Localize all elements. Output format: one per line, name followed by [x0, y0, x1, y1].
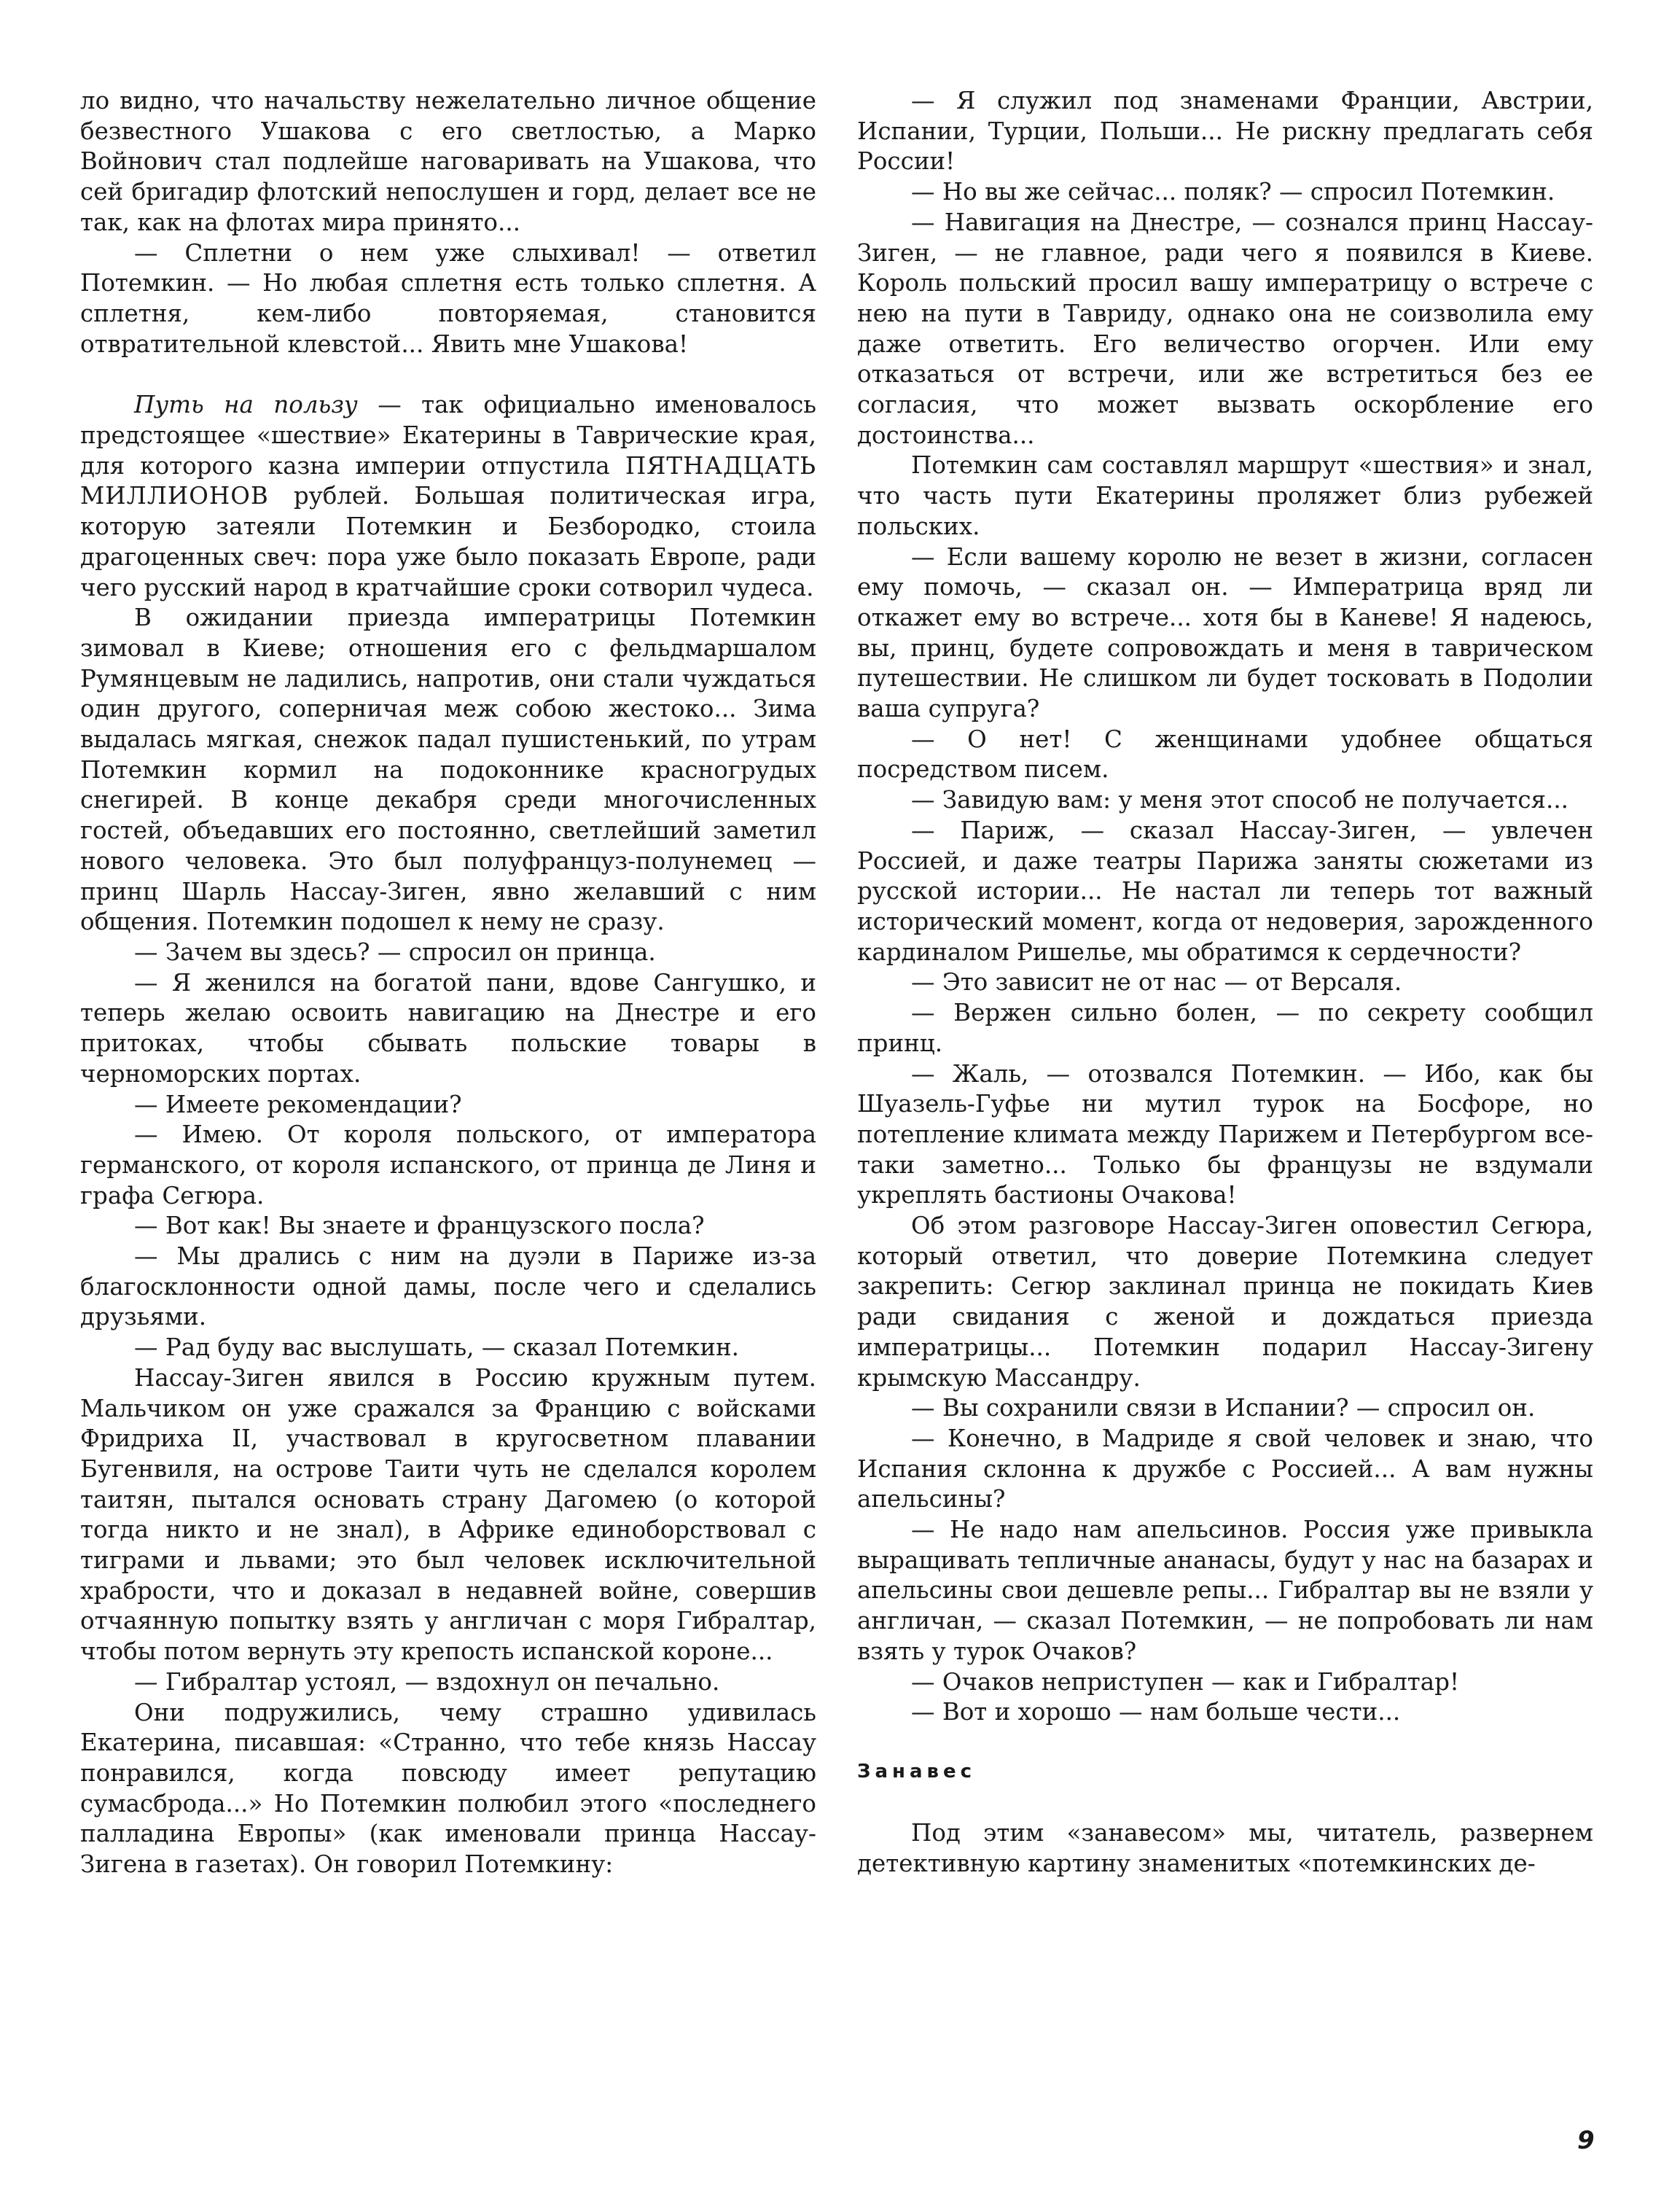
paragraph: — Я служил под знаменами Франции, Австрии, Испании, Турции, Польши... Не рискну предлагать себя России!	[857, 87, 1593, 176]
emphasis-caps: ПЯТНАДЦАТЬ МИЛЛИОНОВ	[80, 451, 816, 510]
paragraph: — Это зависит не от нас — от Версаля.	[911, 968, 1402, 997]
paragraph: ло видно, что начальству нежелательно личное общение безвестного Ушакова с его светлостью, а Марко Войнович стал подлейше наговаривать на Ушакова, что сей бригадир флотский непослушен и горд, делает все не так, как на флотах мира принято...	[80, 87, 816, 236]
paragraph: — Вот как! Вы знаете и французского посла?	[134, 1212, 705, 1240]
paragraph: — Имеете рекомендации?	[134, 1090, 462, 1118]
paragraph: — Мы дрались с ним на дуэли в Париже из-за благосклонности одной дамы, после чего и сделались друзьями.	[80, 1242, 816, 1331]
paragraph: — Вот и хорошо — нам больше чести...	[911, 1698, 1401, 1726]
paragraph: Нассау-Зиген явился в Россию кружным путем. Мальчиком он уже сражался за Францию с войсками Фридриха II, участвовал в кругосветном плавании Бугенвиля, на острове Таити чуть не сделался королем таитян, пытался основать страну Дагомею (о которой тогда никто и не знал), в Африке единоборствовал с тиграми и львами; это был человек исключительной храбрости, что и доказал в недавней войне, совершив отчаянную попытку взять у англичан с моря Гибралтар, чтобы потом вернуть эту крепость испанской короне...	[80, 1363, 816, 1666]
paragraph: Под этим «занавесом» мы, читатель, развернем детективную картину знаменитых «потемкинских де-	[857, 1818, 1593, 1877]
emphasis-phrase: Путь на пользу	[134, 391, 358, 419]
paragraph-text: рублей. Большая политическая игра, которую затеяли Потемкин и Безбородко, стоила драгоценных свеч: пора уже было показать Европе, ради чего русский народ в кратчайшие сроки сотворил чудеса.	[80, 482, 816, 601]
paragraph: — Очаков неприступен — как и Гибралтар!	[911, 1667, 1460, 1696]
page-number: 9	[1577, 2126, 1595, 2155]
paragraph: — Имею. От короля польского, от императора германского, от короля испанского, от принца де Линя и графа Сегюра.	[80, 1121, 816, 1209]
paragraph: — Если вашему королю не везет в жизни, согласен ему помочь, — сказал он. — Императрица вряд ли откажет ему во встрече... хотя бы в Каневе! Я надеюсь, вы, принц, будете сопровождать и меня в таврическом путешествии. Не слишком ли будет тосковать в Подолии ваша супруга?	[857, 542, 1593, 723]
paragraph: — Зачем вы здесь? — спросил он принца.	[134, 938, 656, 966]
text-column-right	[857, 86, 1593, 1879]
section-heading: Занавес	[857, 1760, 977, 1783]
paragraph: Потемкин сам составлял маршрут «шествия» и знал, что часть пути Екатерины проляжет близ рубежей польских.	[857, 451, 1593, 540]
text-column-left	[80, 86, 816, 1880]
paragraph: — Я женился на богатой пани, вдове Сангушко, и теперь желаю освоить навигацию на Днестре и его притоках, чтобы сбывать польские товары в черноморских портах.	[80, 968, 816, 1088]
paragraph: В ожидании приезда императрицы Потемкин зимовал в Киеве; отношения его с фельдмаршалом Румянцевым не ладились, напротив, они стали чуждаться один другого, соперничая меж собою жестоко... Зима выдалась мягкая, снежок падал пушистенький, по утрам Потемкин кормил на подоконнике красногрудых снегирей. В конце декабря среди многочисленных гостей, объедавших его постоянно, светлейший заметил нового человека. Это был полуфранцуз-полунемец — принц Шарль Нассау-Зиген, явно желавший с ним общения. Потемкин подошел к нему не сразу.	[80, 604, 816, 936]
paragraph: — Конечно, в Мадриде я свой человек и знаю, что Испания склонна к дружбе с Россией... А вам нужны апельсины?	[857, 1424, 1593, 1514]
paragraph: — Гибралтар устоял, — вздохнул он печально.	[134, 1667, 720, 1696]
paragraph: — Вержен сильно болен, — по секрету сообщил принц.	[857, 999, 1593, 1057]
paragraph: — Сплетни о нем уже слыхивал! — ответил Потемкин. — Но любая сплетня есть только сплетня. А сплетня, кем-либо повторяемая, становится отвратительной клевстой... Явить мне Ушакова!	[80, 238, 816, 358]
paragraph: — Не надо нам апельсинов. Россия уже привыкла выращивать тепличные ананасы, будут у нас на базарах и апельсины свои дешевле репы... Гибралтар вы не взяли у англичан, — сказал Потемкин, — не попробовать ли нам взять у турок Очаков?	[857, 1516, 1593, 1665]
paragraph: — Но вы же сейчас... поляк? — спросил Потемкин.	[911, 178, 1555, 206]
paragraph: — Париж, — сказал Нассау-Зиген, — увлечен Россией, и даже театры Парижа заняты сюжетами из русской истории... Не настал ли теперь тот важный исторический момент, когда от недоверия, зарожденного кардиналом Ришелье, мы обратимся к сердечности?	[857, 816, 1593, 966]
paragraph-text: — так официально именовалось предстоящее «шествие» Екатерины в Таврические края, для которого казна империи отпустила	[80, 391, 816, 480]
paragraph: — Навигация на Днестре, — сознался принц Нассау-Зиген, — не главное, ради чего я появился в Киеве. Король польский просил вашу императрицу о встрече с нею на пути в Тавриду, однако она не соизволила ему даже ответить. Его величество огорчен. Или ему отказаться от встречи, или же встретиться без ее согласия, что может вызвать оскорбление его достоинства...	[857, 208, 1593, 449]
paragraph: Об этом разговоре Нассау-Зиген оповестил Сегюра, который ответил, что доверие Потемкина следует закрепить: Сегюр заклинал принца не покидать Киев ради свидания с женой и дождаться приезда императрицы... Потемкин подарил Нассау-Зигену крымскую Массандру.	[857, 1212, 1593, 1392]
paragraph: — Завидую вам: у меня этот способ не получается...	[911, 786, 1569, 814]
paragraph: Они подружились, чему страшно удивилась Екатерина, писавшая: «Странно, что тебе князь Нассау понравился, когда повсюду имеет репутацию сумасброда...» Но Потемкин полюбил этого «последнего палладина Европы» (как именовали принца Нассау-Зигена в газетах). Он говорил Потемкину:	[80, 1698, 816, 1879]
paragraph: — О нет! С женщинами удобнее общаться посредством писем.	[857, 725, 1593, 784]
paragraph: — Жаль, — отозвался Потемкин. — Ибо, как бы Шуазель-Гуфье ни мутил турок на Босфоре, но потепление климата между Парижем и Петербургом все-таки заметно... Только бы французы не вздумали укреплять бастионы Очакова!	[857, 1059, 1593, 1209]
paragraph: — Рад буду вас выслушать, — сказал Потемкин.	[134, 1333, 740, 1362]
paragraph: — Вы сохранили связи в Испании? — спросил он.	[911, 1394, 1536, 1422]
paragraph	[80, 390, 816, 603]
